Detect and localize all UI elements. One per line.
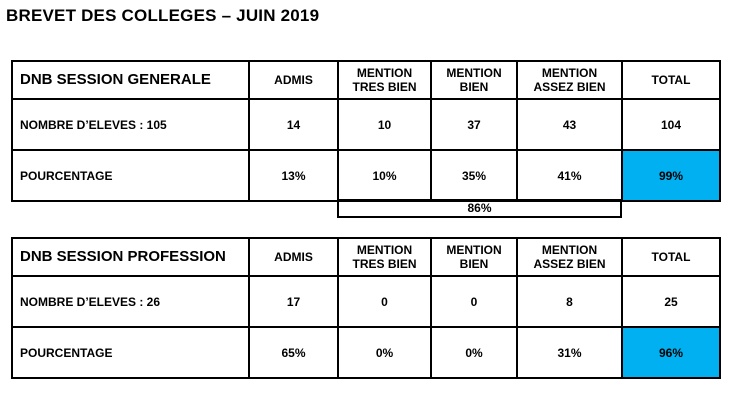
header-mention-tres-bien: MENTION TRES BIEN (338, 61, 431, 99)
table-row (12, 99, 720, 150)
cell-tres-bien-percentage: 10% (338, 150, 431, 201)
cell-bien-percentage: 0% (431, 327, 517, 378)
profession-session-table (11, 237, 721, 379)
table-title: DNB SESSION PROFESSION (12, 238, 249, 276)
header-admis: ADMIS (249, 61, 338, 99)
cell-total-percentage-highlight: 96% (622, 327, 720, 378)
table-row (12, 327, 720, 378)
cell-admis-count: 17 (249, 276, 338, 327)
header-total: TOTAL (622, 238, 720, 276)
cell-total-percentage-highlight: 99% (622, 150, 720, 201)
table-row (12, 276, 720, 327)
cell-admis-percentage: 13% (249, 150, 338, 201)
header-admis: ADMIS (249, 238, 338, 276)
page-title: BREVET DES COLLEGES – JUIN 2019 (6, 6, 320, 25)
cell-assez-bien-percentage: 31% (517, 327, 622, 378)
cell-tres-bien-count: 10 (338, 99, 431, 150)
header-mention-assez-bien: MENTION ASSEZ BIEN (517, 61, 622, 99)
table-header-row (12, 61, 720, 99)
row-label-percentage: POURCENTAGE (12, 150, 249, 201)
cell-bien-percentage: 35% (431, 150, 517, 201)
general-session-table (11, 60, 721, 202)
row-label-count: NOMBRE D’ELEVES : 105 (12, 99, 249, 150)
cell-admis-count: 14 (249, 99, 338, 150)
header-total: TOTAL (622, 61, 720, 99)
cell-tres-bien-count: 0 (338, 276, 431, 327)
header-mention-bien: MENTION BIEN (431, 238, 517, 276)
header-mention-assez-bien: MENTION ASSEZ BIEN (517, 238, 622, 276)
row-label-count: NOMBRE D’ELEVES : 26 (12, 276, 249, 327)
row-label-percentage: POURCENTAGE (12, 327, 249, 378)
cell-bien-count: 0 (431, 276, 517, 327)
cell-tres-bien-percentage: 0% (338, 327, 431, 378)
table-title: DNB SESSION GENERALE (12, 61, 249, 99)
cell-bien-count: 37 (431, 99, 517, 150)
cell-assez-bien-count: 43 (517, 99, 622, 150)
header-mention-bien: MENTION BIEN (431, 61, 517, 99)
mentions-combined-percentage: 86% (337, 199, 622, 218)
cell-total-count: 104 (622, 99, 720, 150)
cell-total-count: 25 (622, 276, 720, 327)
cell-assez-bien-percentage: 41% (517, 150, 622, 201)
cell-admis-percentage: 65% (249, 327, 338, 378)
cell-assez-bien-count: 8 (517, 276, 622, 327)
header-mention-tres-bien: MENTION TRES BIEN (338, 238, 431, 276)
table-row (12, 150, 720, 201)
table-header-row (12, 238, 720, 276)
